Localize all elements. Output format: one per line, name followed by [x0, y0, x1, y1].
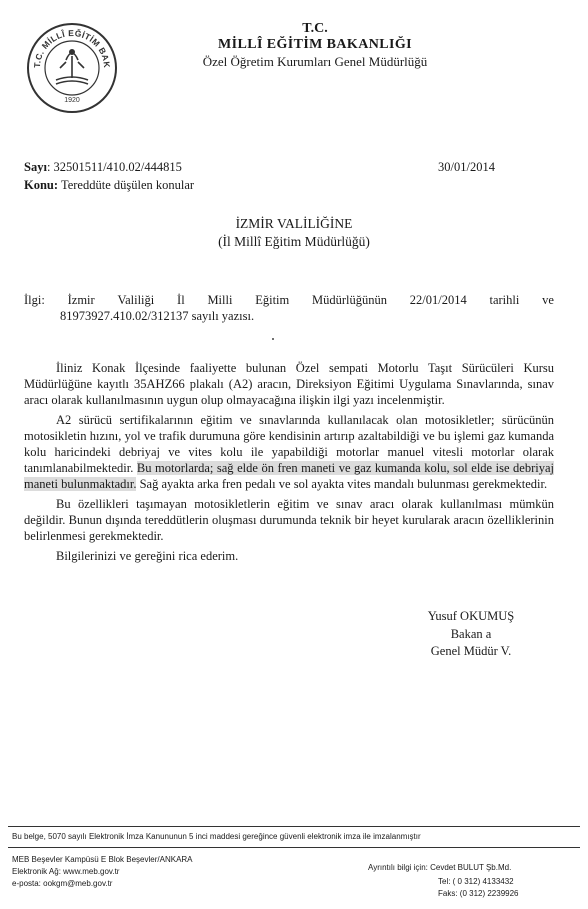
footer-contact: Ayrıntılı bilgi için: Cevdet BULUT Şb.Md. — [368, 863, 512, 872]
paragraph-2 — [24, 412, 554, 492]
header-ministry: MİLLÎ EĞİTİM BAKANLIĞI — [218, 37, 412, 52]
footer-tel: Tel: ( 0 312) 4133432 — [438, 877, 514, 886]
ilgi-line-2: 81973927.410.02/312137 sayılı yazısı. — [60, 309, 255, 323]
seal-graphic — [26, 22, 118, 114]
ilgi-word: 22/01/2014 — [409, 293, 467, 307]
esign-note: Bu belge, 5070 sayılı Elektronik İmza Kanununun 5 inci maddesi gereğince güvenli elektronik imza ile imzalanmıştır — [12, 832, 421, 841]
paragraph-3 — [24, 496, 554, 544]
signature-block — [396, 610, 546, 658]
signer-name: Yusuf OKUMUŞ — [427, 609, 515, 623]
footer-divider-top — [8, 826, 580, 827]
konu-label: Konu: — [24, 178, 59, 192]
footer-web: Elektronik Ağ: www.meb.gov.tr — [12, 867, 120, 876]
sayi-value: : 32501511/410.02/444815 — [46, 160, 182, 174]
ilgi-word: İzmir — [67, 293, 95, 307]
ilgi-word: Eğitim — [255, 293, 290, 307]
scan-dot — [272, 338, 274, 340]
footer-fax: Faks: (0 312) 2239926 — [438, 889, 519, 898]
signer-title-1: Bakan a — [450, 626, 492, 641]
footer-email: e-posta: ookgm@meb.gov.tr — [12, 879, 113, 888]
paragraph-4 — [24, 548, 554, 564]
paragraph-1-text: İliniz Konak İlçesinde faaliyette bulunan Özel sempati Motorlu Taşıt Sürücüleri Kursu Müdürlüğüne kayıtlı 35AHZ66 plakalı (A2) aracın, Direksiyon Eğitimi Uygulama Sınavlarında, sınav aracı olarak kullanılmasının uygun olup olmayacağına ilişkin ilgi yazı incelenmiştir. — [24, 361, 554, 407]
konu-value: Tereddüte düşülen konular — [60, 178, 195, 192]
ministry-emblem-seal — [26, 22, 118, 114]
ilgi-word: Milli — [207, 293, 233, 307]
paragraph-1 — [24, 360, 554, 408]
ilgi-word: Müdürlüğünün — [312, 293, 388, 307]
footer-divider-bottom — [8, 847, 580, 848]
svg-text:T.C. MİLLÎ EĞİTİM BAKANLIĞI — [26, 22, 112, 69]
paragraph-4-text: Bilgilerinizi ve gereğini rica ederim. — [56, 549, 239, 563]
seal-ring-text: T.C. MİLLÎ EĞİTİM BAK — [31, 27, 113, 69]
paragraph-2-text-c: Sağ ayakta arka fren pedalı ve sol ayakta vites mandalı bulunması gerekmektedir. — [139, 477, 548, 491]
paragraph-3-text: Bu özellikleri taşımayan motosikletlerin eğitim ve sınav aracı olarak kullanılması mümkün değildir. Bunun dışında tereddütlerin oluşması durumunda teknik bir heyet kurularak aracın özelliklerinin belirlenmesi gerekmektedir. — [24, 497, 554, 543]
ilgi-word: ve — [542, 293, 554, 307]
header-directorate: Özel Öğretim Kurumları Genel Müdürlüğü — [202, 54, 428, 69]
sayi-row — [24, 161, 182, 174]
ilgi-block — [24, 292, 554, 324]
letter-body — [24, 360, 554, 564]
signer-title-2: Genel Müdür V. — [430, 644, 512, 658]
addressee-title: İZMİR VALİLİĞİNE — [235, 216, 353, 231]
addressee-subtitle: (İl Millî Eğitim Müdürlüğü) — [218, 234, 370, 249]
document-date: 30/01/2014 — [438, 160, 495, 174]
footer-address: MEB Beşevler Kampüsü E Blok Beşevler/ANKARA — [12, 855, 193, 864]
paragraph-2-text-a: A2 sürücü sertifikalarının eğitim ve sınavlarında kullanılacak olan motosikletler; sürücünün motosikletin hızını, yol ve trafik durumuna göre kendisinin artırıp azaltabildiği ve bu işlemi gaz kumanda kolu haricindeki debriyaj ve vites kolu ile yapabildiği motorlar manuel vitesli motorlar olarak tanımlanabilmektedir. — [24, 413, 554, 475]
konu-row — [24, 179, 194, 192]
seal-year: 1920 — [64, 97, 80, 104]
ilgi-word: Valiliği — [117, 293, 155, 307]
ilgi-label: İlgi: — [24, 293, 45, 307]
ilgi-word: tarihli — [489, 293, 520, 307]
paragraph-2-text-b: Bu motorlarda; sağ elde ön fren maneti ve gaz kumanda kolu, sol elde ise debriyaj maneti bulunmaktadır. — [24, 461, 555, 491]
ilgi-line-1 — [24, 292, 554, 308]
header-tc: T.C. — [302, 21, 328, 36]
sayi-label: Sayı — [24, 160, 47, 174]
ilgi-word: İl — [177, 293, 185, 307]
